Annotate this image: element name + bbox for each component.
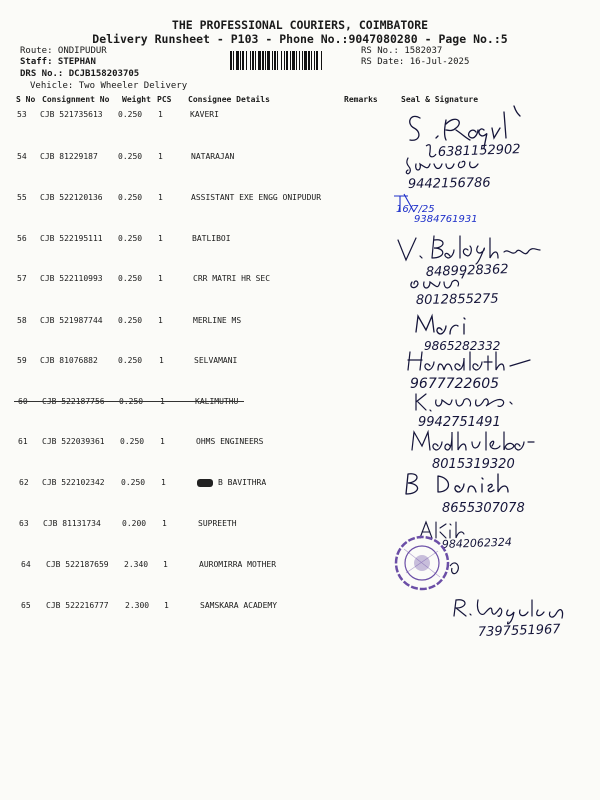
svg-text:8012855275: 8012855275 xyxy=(415,291,499,308)
col-weight: Weight xyxy=(122,95,151,104)
row-pcs: 1 xyxy=(158,274,163,283)
barcode-bar xyxy=(230,51,232,70)
row-sno: 56 xyxy=(17,234,27,243)
barcode-bar xyxy=(308,51,310,70)
barcode-bar xyxy=(274,51,276,70)
barcode-bar xyxy=(250,51,251,70)
row-pcs: 1 xyxy=(158,316,163,325)
barcode-bar xyxy=(242,51,244,70)
row-consignee: SELVAMANI xyxy=(194,356,238,365)
row-weight: 0.250 xyxy=(121,478,146,487)
barcode-bar xyxy=(284,51,285,70)
row-consignee: AUROMIRRA MOTHER xyxy=(199,560,277,569)
barcode-bar xyxy=(255,51,256,70)
row-sno: 59 xyxy=(17,356,27,365)
barcode-bar xyxy=(314,51,315,70)
barcode-bar xyxy=(311,51,312,70)
row-consignment: CJB 522216777 xyxy=(46,601,109,610)
barcode-bar xyxy=(290,51,291,70)
row-consignee: ASSISTANT EXE ENGG ONIPUDUR xyxy=(191,193,322,202)
row-consignee: NATARAJAN xyxy=(191,152,235,161)
row-weight: 0.250 xyxy=(118,193,143,202)
rs-number: RS No.: 1582037 xyxy=(361,46,443,56)
row-pcs: 1 xyxy=(160,437,165,446)
row-sno: 64 xyxy=(21,560,31,569)
col-consignment: Consignment No xyxy=(42,95,110,104)
svg-text:8489928362: 8489928362 xyxy=(425,262,509,280)
barcode-bar xyxy=(286,51,288,70)
svg-text:7397551967: 7397551967 xyxy=(477,622,561,640)
barcode-bar xyxy=(299,51,300,70)
row-sno: 63 xyxy=(19,519,29,528)
row-weight: 0.250 xyxy=(118,152,143,161)
row-pcs: 1 xyxy=(159,356,164,365)
svg-text:9442156786: 9442156786 xyxy=(407,175,491,192)
drs-number: DRS No.: DCJB158203705 xyxy=(20,69,140,79)
row-weight: 0.250 xyxy=(118,316,143,325)
row-consignee: KAVERI xyxy=(190,110,219,119)
barcode-bar xyxy=(258,51,261,70)
row-sno: 61 xyxy=(18,437,28,446)
row-sno: 62 xyxy=(19,478,29,487)
row-sno: 58 xyxy=(17,316,27,325)
strike-line xyxy=(14,401,244,402)
barcode-bar xyxy=(246,51,247,70)
route-label: Route: ONDIPUDUR xyxy=(20,46,107,56)
redaction-mark xyxy=(197,479,213,487)
barcode-bar xyxy=(252,51,254,70)
row-pcs: 1 xyxy=(158,234,163,243)
col-pcs: PCS xyxy=(157,95,172,104)
row-weight: 2.340 xyxy=(124,560,149,569)
row-consignment: CJB 81229187 xyxy=(40,152,98,161)
row-consignment: CJB 522120136 xyxy=(40,193,103,202)
page-subtitle: Delivery Runsheet - P103 - Phone No.:9047080280 - Page No.:5 xyxy=(92,32,508,46)
row-weight: 2.300 xyxy=(125,601,150,610)
barcode-bar xyxy=(292,51,295,70)
row-consignee: BATLIBOI xyxy=(192,234,231,243)
barcode-bar xyxy=(267,51,270,70)
barcode-bar xyxy=(272,51,273,70)
row-sno: 65 xyxy=(21,601,31,610)
row-pcs: 1 xyxy=(162,519,167,528)
row-sno: 55 xyxy=(17,193,27,202)
barcode-bar xyxy=(240,51,241,70)
row-consignment: CJB 522187659 xyxy=(46,560,109,569)
row-consignee: B BAVITHRA xyxy=(218,478,267,487)
row-consignee: SAMSKARA ACADEMY xyxy=(200,601,278,610)
row-consignment: CJB 81076882 xyxy=(40,356,98,365)
row-weight: 0.250 xyxy=(120,437,145,446)
page-title: THE PROFESSIONAL COURIERS, COIMBATORE xyxy=(171,18,429,32)
barcode-bar xyxy=(236,51,239,70)
col-remarks: Remarks xyxy=(344,95,378,104)
row-sno: 54 xyxy=(17,152,27,161)
barcode-bar xyxy=(321,51,322,70)
handwritten-signature xyxy=(380,596,600,656)
row-consignment: CJB 521735613 xyxy=(40,110,103,119)
row-sno: 57 xyxy=(17,274,27,283)
svg-text:9865282332: 9865282332 xyxy=(424,339,501,353)
row-consignee: SUPREETH xyxy=(198,519,237,528)
row-pcs: 1 xyxy=(163,560,168,569)
row-consignee: CRR MATRI HR SEC xyxy=(193,274,271,283)
row-pcs: 1 xyxy=(158,110,163,119)
barcode-bar xyxy=(233,51,234,70)
rs-date: RS Date: 16-Jul-2025 xyxy=(361,57,470,67)
row-consignment: CJB 522102342 xyxy=(42,478,105,487)
row-pcs: 1 xyxy=(164,601,169,610)
staff-label: Staff: STEPHAN xyxy=(20,57,96,67)
row-pcs: 1 xyxy=(161,478,166,487)
barcode-bar xyxy=(304,51,307,70)
barcode-bar xyxy=(296,51,297,70)
row-pcs: 1 xyxy=(158,193,163,202)
svg-text:6381152902: 6381152902 xyxy=(437,142,521,160)
svg-text:16/7/25: 16/7/25 xyxy=(396,204,435,215)
row-consignment: CJB 81131734 xyxy=(43,519,101,528)
row-weight: 0.250 xyxy=(118,234,143,243)
barcode-bar xyxy=(316,51,318,70)
barcode-bar xyxy=(281,51,282,70)
company-seal-stamp xyxy=(392,533,454,593)
col-consignee: Consignee Details xyxy=(188,95,270,104)
row-weight: 0.200 xyxy=(122,519,147,528)
row-consignment: CJB 522195111 xyxy=(40,234,103,243)
svg-text:9677722605: 9677722605 xyxy=(410,376,500,392)
svg-text:8655307078: 8655307078 xyxy=(442,501,525,516)
svg-text:8015319320: 8015319320 xyxy=(432,457,515,472)
row-sno: 53 xyxy=(17,110,27,119)
vehicle-label: Vehicle: Two Wheeler Delivery xyxy=(30,81,188,91)
row-pcs: 1 xyxy=(158,152,163,161)
col-seal-signature: Seal & Signature xyxy=(401,95,479,104)
row-weight: 0.250 xyxy=(118,274,143,283)
barcode-bar xyxy=(277,51,278,70)
row-weight: 0.250 xyxy=(118,356,143,365)
row-weight: 0.250 xyxy=(118,110,143,119)
barcode-bar xyxy=(302,51,303,70)
barcode-icon xyxy=(230,51,355,70)
svg-text:9942751491: 9942751491 xyxy=(418,415,501,430)
svg-text:9384761931: 9384761931 xyxy=(414,214,478,225)
row-consignment: CJB 522039361 xyxy=(42,437,105,446)
row-consignee: OHMS ENGINEERS xyxy=(196,437,264,446)
barcode-bar xyxy=(265,51,266,70)
row-consignee: MERLINE MS xyxy=(193,316,242,325)
col-sno: S No xyxy=(16,95,36,104)
row-consignment: CJB 521987744 xyxy=(40,316,103,325)
svg-text:9842062324: 9842062324 xyxy=(441,535,513,551)
barcode-bar xyxy=(262,51,264,70)
row-consignment: CJB 522110993 xyxy=(40,274,103,283)
